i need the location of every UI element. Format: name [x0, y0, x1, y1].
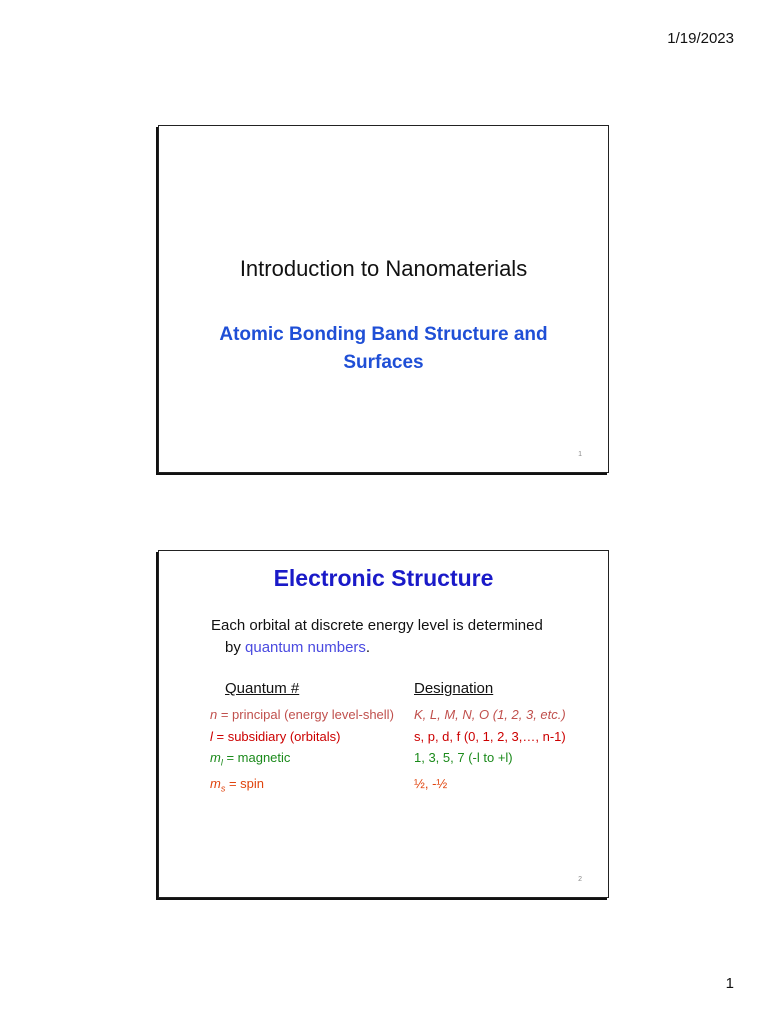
quantum-text: = subsidiary (orbitals)	[212, 729, 341, 744]
column-header-designation: Designation	[414, 680, 494, 697]
slide-2	[158, 550, 609, 898]
slide-1-subtitle	[199, 321, 568, 377]
quantum-symbol: n	[210, 707, 218, 722]
slide-1-number: 1	[578, 451, 582, 458]
slide-2-title: Electronic Structure	[273, 565, 494, 591]
slide-2-number: 2	[578, 876, 582, 883]
designation-value: K, L, M, N, O (1, 2, 3, etc.)	[414, 707, 566, 722]
designation-value: s, p, d, f (0, 1, 2, 3,…, n-1)	[414, 729, 566, 744]
quantum-text: = principal (energy level-shell)	[217, 707, 394, 722]
page-number: 1	[725, 975, 734, 992]
slide-1-title: Introduction to Nanomaterials	[239, 256, 528, 281]
quantum-subscript: l	[220, 757, 223, 768]
quantum-symbol: l	[210, 729, 213, 744]
quantum-symbol: m	[210, 776, 221, 791]
slide-1	[158, 125, 609, 473]
quantum-label	[210, 728, 340, 746]
quantum-symbol: m	[210, 750, 221, 765]
slide-1-subtitle-line-1: Atomic Bonding Band Structure and	[219, 324, 548, 345]
designation-value: 1, 3, 5, 7 (-l to +l)	[414, 750, 513, 765]
intro-by: by	[225, 639, 246, 656]
column-header-quantum: Quantum #	[225, 680, 300, 697]
quantum-subscript: s	[220, 783, 226, 794]
intro-line-2	[211, 637, 591, 659]
quantum-numbers-highlight: quantum numbers	[245, 639, 366, 656]
quantum-text: = spin	[225, 776, 265, 791]
slide-1-subtitle-line-2: Surfaces	[343, 352, 424, 373]
quantum-label	[210, 775, 264, 798]
header-date: 1/19/2023	[667, 30, 734, 47]
quantum-label	[210, 706, 394, 724]
slide-2-intro	[211, 615, 591, 659]
intro-line-1: Each orbital at discrete energy level is determined	[211, 617, 543, 634]
quantum-text: = magnetic	[222, 750, 291, 765]
intro-end: .	[365, 639, 371, 656]
designation-value: ½, -½	[414, 776, 448, 791]
quantum-label	[210, 749, 290, 772]
